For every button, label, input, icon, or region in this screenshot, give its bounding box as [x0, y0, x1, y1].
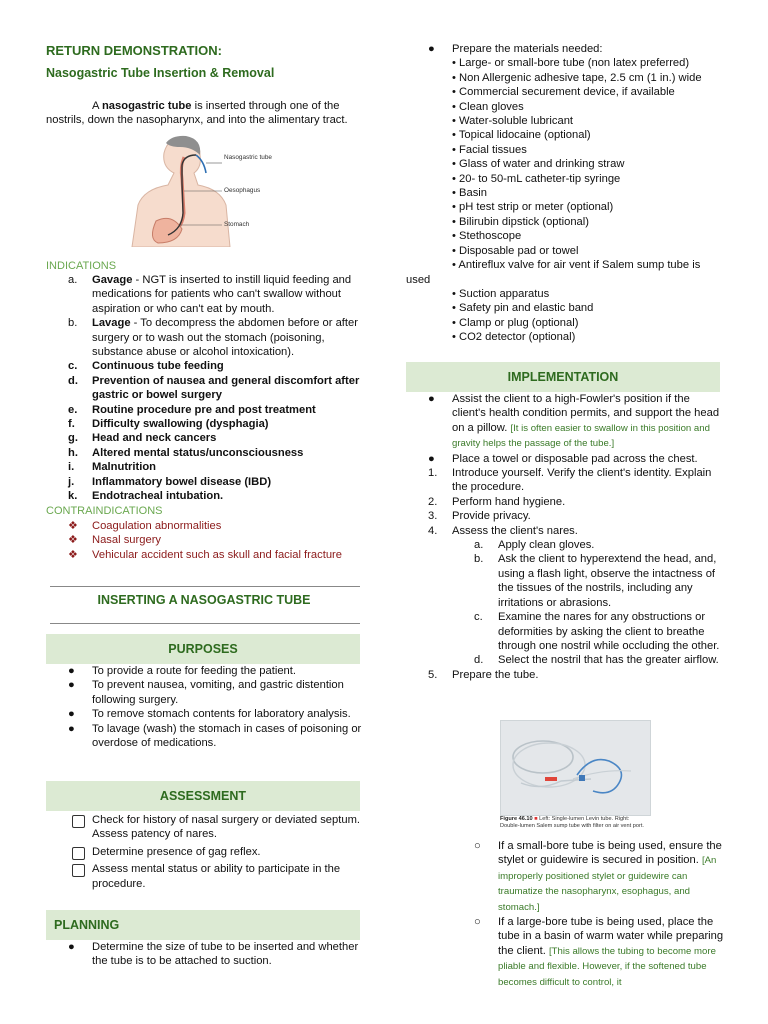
list-item: ○ If a large-bore tube is being used, place the tube in a basin of warm water while preparing the client. [This allows the tubing to become more pliable and flexible. However, if the softened tube becomes difficult to control, it: [474, 916, 724, 988]
material-item: • pH test strip or meter (optional): [452, 201, 614, 214]
material-item: • Clamp or plug (optional): [452, 316, 579, 329]
figure-label-stomach: Stomach: [224, 221, 250, 228]
list-item: c. Examine the nares for any obstructions or deformities by asking the client to breathe through one nostril while occluding the other.: [474, 611, 720, 652]
list-item: ● Place a towel or disposable pad across the chest.: [428, 452, 698, 465]
list-item: ● To remove stomach contents for laboratory analysis.: [68, 708, 351, 721]
planning-heading: PLANNING: [46, 910, 360, 940]
contraindications-list: [46, 519, 362, 562]
list-item: ● To provide a route for feeding the patient.: [68, 665, 296, 677]
indications-list: [46, 273, 362, 504]
checkbox[interactable]: [72, 864, 85, 877]
material-item: • Bilirubin dipstick (optional): [452, 215, 589, 228]
material-item: • 20- to 50-mL catheter-tip syringe: [452, 172, 621, 185]
list-item: ❖ Coagulation abnormalities: [68, 520, 222, 532]
intro-paragraph: A nasogastric tube is inserted through one of the nostrils, down the nasopharynx, and into the alimentary tract.: [46, 100, 348, 127]
purposes-list: [46, 664, 362, 750]
document-subtitle: Nasogastric Tube Insertion & Removal: [46, 66, 275, 80]
circle-bullet-icon: ○: [474, 916, 481, 929]
figure-label-tube: Nasogastric tube: [224, 154, 272, 161]
material-item: • Topical lidocaine (optional): [452, 129, 591, 142]
list-item: ● Assist the client to a high-Fowler's position if the client's health condition permits, and support the head on a pillow. [It is often easier to swallow in this position and gravity helps the passage of the tube.]: [428, 393, 720, 450]
materials-list: [406, 56, 724, 272]
document-title: RETURN DEMONSTRATION:: [46, 43, 222, 58]
list-item: c. Continuous tube feeding: [68, 360, 224, 373]
list-item: b. Lavage - To decompress the abdomen before or after surgery or to wash out the stomach (poisoning, substance abuse or alcohol intoxication).: [68, 317, 358, 359]
inserting-heading: INSERTING A NASOGASTRIC TUBE: [97, 593, 311, 607]
list-item: ❖ Nasal surgery: [68, 534, 162, 547]
list-item: d. Select the nostril that has the greater airflow.: [474, 654, 719, 667]
checklist-item: Assess mental status or ability to participate in the procedure.: [46, 862, 362, 891]
contraindications-heading: CONTRAINDICATIONS: [46, 505, 163, 517]
diamond-bullet-icon: ❖: [68, 548, 79, 561]
list-item: b. Ask the client to hyperextend the head, and, using a flash light, observe the intactness of the tissues of the nostrils, including any irritations or abrasions.: [474, 553, 717, 609]
material-item: • Suction apparatus: [452, 287, 550, 300]
diamond-bullet-icon: ❖: [68, 520, 79, 532]
list-item: ❖ Vehicular accident such as skull and facial fracture: [68, 548, 342, 561]
list-item: 5. Prepare the tube.: [428, 668, 539, 681]
list-item: a. Gavage - NGT is inserted to instill liquid feeding and medications for patients who can't swallow without aspiration or who can't eat by mouth.: [68, 274, 352, 315]
list-item: 1. Introduce yourself. Verify the client's identity. Explain the procedure.: [428, 467, 712, 494]
indications-heading: INDICATIONS: [46, 260, 117, 272]
material-item: • Basin: [452, 187, 488, 200]
assessment-list: [46, 813, 362, 891]
implementation-heading: IMPLEMENTATION: [406, 362, 720, 392]
diamond-bullet-icon: ❖: [68, 534, 79, 547]
divider-bottom: [50, 623, 360, 624]
list-item: h. Altered mental status/unconsciousness: [68, 446, 304, 459]
checklist-item: Determine presence of gag reflex.: [46, 845, 362, 859]
material-item: • CO2 detector (optional): [452, 331, 576, 344]
list-item: ● Determine the size of tube to be inserted and whether the tube is to be attached to suction.: [68, 941, 359, 968]
bullet-icon: ●: [68, 679, 75, 692]
list-item: ● To prevent nausea, vomiting, and gastric distention following surgery.: [68, 679, 344, 706]
material-item: • Non Allergenic adhesive tape, 2.5 cm (1 in.) wide: [452, 71, 702, 84]
divider-top: [50, 586, 360, 587]
list-item: f. Difficulty swallowing (dysphagia): [68, 418, 269, 431]
list-item: j. Inflammatory bowel disease (IBD): [68, 475, 272, 488]
list-item: e. Routine procedure pre and post treatment: [68, 403, 316, 416]
bullet-icon: ●: [428, 393, 435, 405]
checkbox[interactable]: [72, 815, 85, 828]
purposes-heading: PURPOSES: [46, 634, 360, 664]
list-item: ○ If a small-bore tube is being used, ensure the stylet or guidewire is secured in position. [An improperly positioned stylet or guidewire can traumatize the nasopharynx, esophagus, and stomach.]: [474, 840, 722, 913]
list-item: a. Apply clean gloves.: [474, 539, 595, 552]
planning-list: [46, 940, 362, 969]
materials-section: [406, 42, 724, 345]
implementation-list: [406, 392, 720, 682]
material-item: • Commercial securement device, if available: [452, 86, 675, 99]
figure-caption: Figure 46.10 ■ Left: Single-lumen Levin tube. Right: Double-lumen Salem sump tube with filter on air vent port.: [500, 816, 644, 829]
material-item: • Safety pin and elastic band: [452, 302, 594, 315]
circle-bullet-icon: ○: [474, 840, 481, 852]
substeps: [406, 538, 720, 668]
checklist-item: Check for history of nasal surgery or deviated septum. Assess patency of nares.: [46, 813, 362, 842]
list-item: i. Malnutrition: [68, 461, 157, 474]
tube-prep-list: [452, 839, 724, 990]
bullet-icon: ●: [68, 722, 75, 735]
list-item: 4. Assess the client's nares.: [428, 524, 578, 537]
material-item: • Facial tissues: [452, 143, 527, 156]
list-item: 2. Perform hand hygiene.: [428, 495, 566, 508]
material-item: • Clean gloves: [452, 100, 524, 113]
material-item: • Large- or small-bore tube (non latex preferred): [452, 57, 690, 70]
bullet-icon: ●: [428, 452, 435, 465]
list-item: d. Prevention of nausea and general discomfort after gastric or bowel surgery: [68, 374, 360, 402]
bullet-icon: ●: [68, 708, 75, 721]
materials-intro: ● Prepare the materials needed:: [428, 43, 603, 55]
material-item: • Antireflux valve for air vent if Salem sump tube is: [452, 259, 701, 272]
material-item-wrap: used: [406, 273, 431, 286]
list-item: g. Head and neck cancers: [68, 432, 217, 445]
list-item: k. Endotracheal intubation.: [68, 490, 224, 503]
list-item: ● To lavage (wash) the stomach in cases of poisoning or overdose of medications.: [68, 722, 362, 750]
list-item: 3. Provide privacy.: [428, 510, 531, 523]
checkbox[interactable]: [72, 847, 85, 860]
materials-list-2: [406, 287, 724, 345]
bullet-icon: ●: [428, 43, 435, 55]
nasogastric-tube-figure: [122, 133, 322, 247]
figure-label-oesophagus: Oesophagus: [224, 187, 261, 194]
material-item: • Water-soluble lubricant: [452, 115, 574, 128]
material-item: • Stethoscope: [452, 230, 522, 243]
tube-photo: [500, 720, 651, 816]
material-item: • Glass of water and drinking straw: [452, 158, 625, 171]
assessment-heading: ASSESSMENT: [46, 781, 360, 811]
bullet-icon: ●: [68, 941, 75, 953]
material-item: • Disposable pad or towel: [452, 244, 579, 257]
bullet-icon: ●: [68, 665, 75, 677]
